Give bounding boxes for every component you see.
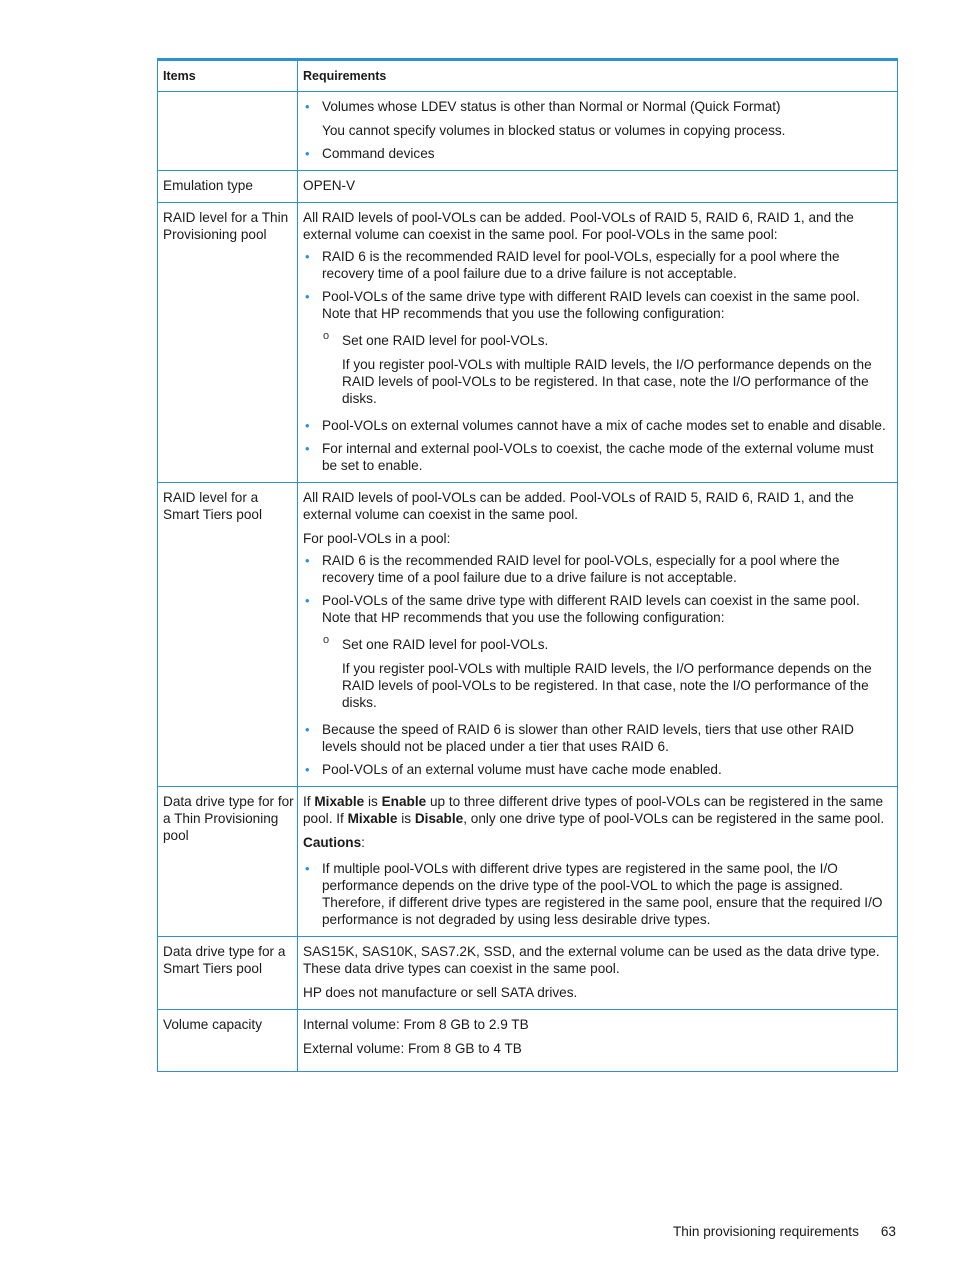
list-item [303,288,892,407]
bullet-icon: • [305,249,310,264]
intro-text: All RAID levels of pool-VOLs can be added. Pool-VOLs of RAID 5, RAID 6, RAID 1, and the external volume can coexist in the same pool. [303,490,854,522]
text-run: , only one drive type of pool-VOLs can be registered in the same pool. [463,811,885,826]
item-cell: RAID level for a Thin Provisioning pool [158,203,298,483]
list-item [303,721,892,755]
item-cell: Data drive type for for a Thin Provisioning pool [158,787,298,937]
mixable-term: Mixable [347,811,398,826]
bullet-list [303,552,892,778]
text-run: If [303,794,315,809]
table-row [158,1010,898,1072]
cautions-label: Cautions [303,835,362,850]
bullet-icon: • [305,593,310,608]
list-item-text: If multiple pool-VOLs with different drive types are registered in the same pool, the I/O performance depends on the drive type of the pool-VOL to which the page is assigned. Therefore, if different drive types are registered in the same pool, ensure that the required I/O performance is not degraded by using less desirable drive types. [322,861,883,927]
list-item-text: For internal and external pool-VOLs to coexist, the cache mode of the external volume must be set to enable. [322,441,874,473]
paragraph: External volume: From 8 GB to 4 TB [303,1041,522,1056]
list-item [303,417,892,434]
bullet-icon: • [305,289,310,304]
item-cell: Data drive type for a Smart Tiers pool [158,937,298,1010]
list-item-text: Pool-VOLs on external volumes cannot have a mix of cache modes set to enable and disable. [322,418,886,433]
table-row [158,787,898,937]
list-item-text: Pool-VOLs of the same drive type with different RAID levels can coexist in the same pool. Note that HP recommends that you use the following configuration: [322,593,860,625]
text-run: up to three different drive types of pool-VOLs can be registered in the same pool. If [303,794,884,826]
cautions-colon: : [361,835,365,850]
requirement-cell [298,787,898,937]
list-item-text: Because the speed of RAID 6 is slower than other RAID levels, tiers that use other RAID levels should not be placed under a tier that uses RAID 6. [322,722,854,754]
list-item [303,860,892,928]
table-row [158,203,898,483]
requirement-cell: OPEN-V [298,171,898,203]
bullet-icon: • [305,441,310,456]
intro-text: All RAID levels of pool-VOLs can be added. Pool-VOLs of RAID 5, RAID 6, RAID 1, and the external volume can coexist in the same pool. For pool-VOLs in the same pool: [303,210,854,242]
list-item-text: Command devices [322,146,435,161]
sub-list-item-note: If you register pool-VOLs with multiple RAID levels, the I/O performance depends on the RAID levels of pool-VOLs to be registered. In that case, note the I/O performance of the disks. [342,357,872,406]
bullet-icon: • [305,146,310,161]
paragraph: Internal volume: From 8 GB to 2.9 TB [303,1017,529,1032]
list-item-text: RAID 6 is the recommended RAID level for pool-VOLs, especially for a pool where the recovery time of a pool failure due to a drive failure is not acceptable. [322,553,840,585]
bullet-icon: • [305,553,310,568]
mixable-paragraph [303,793,892,827]
paragraph: SAS15K, SAS10K, SAS7.2K, SSD, and the external volume can be used as the data drive type. These data drive types can coexist in the same pool. [303,944,880,976]
enable-term: Enable [381,794,427,809]
table-header-row [158,60,898,92]
list-item [303,440,892,474]
intro-text: For pool-VOLs in a pool: [303,531,451,546]
sub-list [322,636,892,711]
header-items: Items [158,60,298,92]
table-row [158,937,898,1010]
header-requirements: Requirements [298,60,898,92]
list-item-text: Volumes whose LDEV status is other than Normal or Normal (Quick Format) [322,99,781,114]
requirement-cell [298,937,898,1010]
list-item-text: Pool-VOLs of the same drive type with different RAID levels can coexist in the same pool. Note that HP recommends that you use the following configuration: [322,289,860,321]
bullet-list [303,98,892,162]
list-item [303,145,892,162]
item-cell-empty [158,92,298,171]
table-row [158,171,898,203]
list-item-text: RAID 6 is the recommended RAID level for pool-VOLs, especially for a pool where the recovery time of a pool failure due to a drive failure is not acceptable. [322,249,840,281]
bullet-icon: • [305,762,310,777]
disable-term: Disable [414,811,464,826]
list-item-note: You cannot specify volumes in blocked status or volumes in copying process. [322,123,786,138]
item-cell: RAID level for a Smart Tiers pool [158,483,298,787]
circle-bullet-icon: o [323,330,330,342]
circle-bullet-icon: o [323,634,330,646]
table-row [158,92,898,171]
requirement-cell [298,483,898,787]
bullet-icon: • [305,861,310,876]
paragraph: HP does not manufacture or sell SATA drives. [303,985,578,1000]
bullet-icon: • [305,722,310,737]
requirement-cell [298,203,898,483]
text-run: is [397,811,415,826]
list-item [303,98,892,139]
bullet-icon: • [305,99,310,114]
list-item-text: Pool-VOLs of an external volume must have cache mode enabled. [322,762,722,777]
list-item [303,761,892,778]
list-item [303,592,892,711]
sub-list-item-note: If you register pool-VOLs with multiple RAID levels, the I/O performance depends on the RAID levels of pool-VOLs to be registered. In that case, note the I/O performance of the disks. [342,661,872,710]
requirement-cell [298,92,898,171]
bullet-icon: • [305,418,310,433]
requirement-cell [298,1010,898,1072]
sub-list-item [322,332,892,407]
sub-list-item-text: Set one RAID level for pool-VOLs. [342,637,549,652]
sub-list [322,332,892,407]
requirements-table [157,58,898,1072]
sub-list-item-text: Set one RAID level for pool-VOLs. [342,333,549,348]
table-row [158,483,898,787]
bullet-list [303,860,892,928]
footer-section-title: Thin provisioning requirements [673,1224,859,1239]
item-cell: Volume capacity [158,1010,298,1072]
item-cell: Emulation type [158,171,298,203]
cautions-heading [303,834,892,851]
page-number: 63 [880,1224,896,1239]
mixable-term: Mixable [314,794,365,809]
text-run: is [364,794,382,809]
sub-list-item [322,636,892,711]
list-item [303,248,892,282]
page-footer [673,1223,896,1240]
list-item [303,552,892,586]
bullet-list [303,248,892,474]
